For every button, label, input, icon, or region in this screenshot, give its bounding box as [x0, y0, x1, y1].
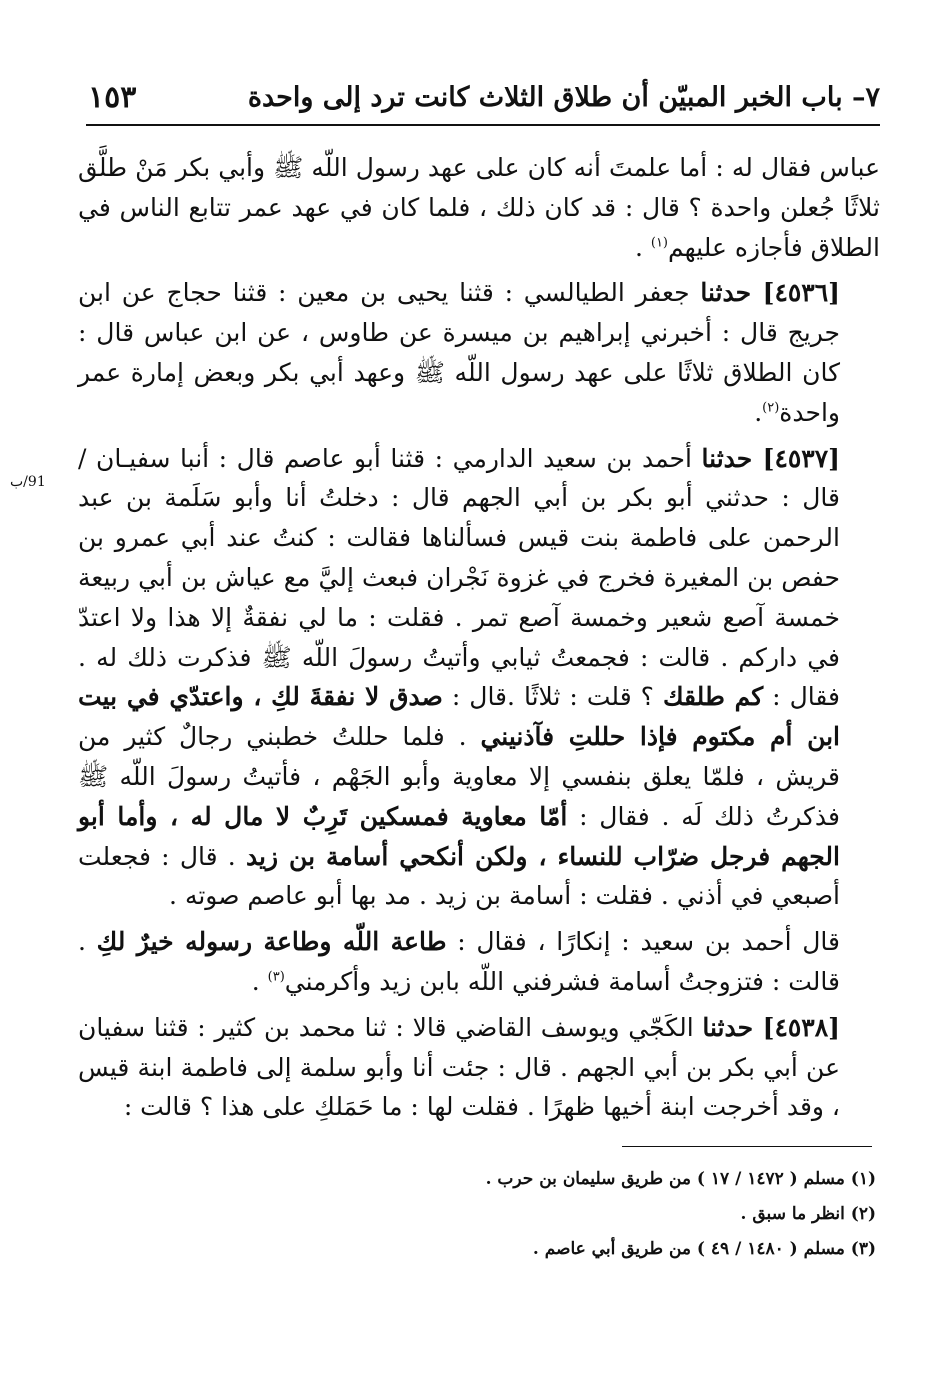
- prophet-quote: كم طلقك: [662, 682, 764, 712]
- hadith-text: الكَجّي ويوسف القاضي قالا : ثنا محمد بن كثير : قثنا سفيان عن أبي بكر بن أبي الجهم . قال : جئت أنا وأبو سلمة إلى فاطمة ابنة قيس ، وقد أخرجت ابنة أخيها ظهرًا . فقلت لها : ما حَمَلكِ على هذا ؟ قالت :: [78, 1012, 840, 1122]
- footnote-3: (٣) مسلم ( ١٤٨٠ / ٤٩ ) من طريق أبي عاصم .: [532, 1239, 876, 1259]
- paragraph-tail: .: [754, 397, 763, 427]
- hadith-4538: [78, 1008, 880, 1127]
- hadith-number: [٤٥٣٨]: [762, 1012, 840, 1042]
- running-header: [88, 74, 880, 120]
- footnote-ref-2: (٢): [762, 400, 780, 416]
- hadith-number: [٤٥٣٧]: [762, 443, 840, 473]
- page-number: ١٥٣: [88, 79, 137, 115]
- prophet-quote: طاعة اللّه وطاعة رسوله خيرٌ لكِ: [96, 927, 447, 957]
- paragraph-text: قال أحمد بن سعيد : إنكارًا ، فقال :: [446, 927, 840, 957]
- prophet-quote: صدق لا نفقةَ لكِ ، واعتدّي في بيت ابن أم مكتوم فإذا حللتِ فآذنيني: [78, 682, 840, 752]
- paragraph-text: . قالت : فتزوجتُ أسامة فشرفني اللّه بابن زيد وأكرمني: [78, 927, 840, 996]
- footnotes: [88, 1162, 876, 1267]
- footnote-rule: [622, 1146, 872, 1147]
- footnote-ref-3: (٣): [267, 969, 285, 985]
- hadith-text: . فلما حللتُ خطبني رجالٌ كثير من قريش ، فلمّا يعلق بنفسي إلا معاوية وأبو الجَهْم ، فأتيتُ رسولَ اللّه ﷺ فذكرتُ ذلك لَه . فقال :: [78, 722, 840, 831]
- hadith-lead: حدثنا: [702, 1012, 763, 1042]
- hadith-text: أحمد بن سعيد الدارمي : قثنا أبو عاصم قال : أنبا سفيـان /قال : حدثني أبو بكر بن أبي الجهم قال : دخلتُ أنا وأبو سَلَمة بن عبد الرحمن على فاطمة بنت قيس فسألناها فقالت : كنتُ عند أبي عمرو بن حفص بن المغيرة فخرج في غزوة نَجْران فبعث إليَّ مع عياش بن أبي ربيعة خمسة آصع شعير وخمسة آصع تمر . فقلت : ما لي نفقةٌ إلا هذا ولا اعتدّ في داركم . قالت : فجمعتُ ثيابي وأتيتُ رسولَ اللّه ﷺ فذكرت ذلك له . فقال :: [78, 443, 840, 712]
- hadith-text: جعفر الطيالسي : قثنا يحيى بن معين : قثنا حجاج عن ابن جريج قال : أخبرني إبراهيم بن ميسرة عن طاوس ، عن ابن عباس قال : كان الطلاق ثلاثًا على عهد رسول اللّه ﷺ وعهد أبي بكر وبعض إمارة عمر واحدة: [78, 278, 840, 427]
- paragraph-ahmad: [78, 922, 880, 1002]
- paragraph-continuation: [78, 148, 880, 267]
- main-text: [78, 148, 880, 1127]
- hadith-lead: حدثنا: [700, 278, 763, 308]
- hadith-lead: حدثنا: [701, 443, 763, 473]
- manuscript-folio-note: 91/ب: [10, 474, 46, 490]
- hadith-4536: [78, 273, 880, 432]
- hadith-text: . قال : فجعلت أصبعي في أذني . فقلت : أسامة بن زيد . مد بها أبو عاصم صوته .: [78, 841, 840, 911]
- paragraph-text: عباس فقال له : أما علمتَ أنه كان على عهد رسول اللّه ﷺ وأبي بكر مَنْ طلَّق ثلاثًا جُعلن واحدة ؟ قال : قد كان ذلك ، فلما كان في عهد عمر تتابع الناس في الطلاق فأجازه عليهم: [78, 153, 880, 262]
- footnote-2: (٢) انظر ما سبق .: [740, 1204, 876, 1224]
- footnote-ref-1: (١): [650, 235, 668, 251]
- hadith-number: [٤٥٣٦]: [762, 278, 840, 308]
- footnote-1: (١) مسلم ( ١٤٧٢ / ١٧ ) من طريق سليمان بن حرب .: [485, 1169, 876, 1189]
- chapter-title: ٧– باب الخبر المبيّن أن طلاق الثلاث كانت ترد إلى واحدة: [247, 81, 880, 113]
- paragraph-tail: .: [634, 232, 651, 262]
- hadith-4537: [78, 439, 880, 917]
- hadith-text: ؟ قلت : ثلاثًا .قال :: [442, 682, 663, 712]
- prophet-quote: أمّا معاوية فمسكين تَرِبٌ لا مال له ، وأما أبو الجهم فرجل ضرّاب للنساء ، ولكن أنكحي أسامة بن زيد: [78, 801, 840, 871]
- paragraph-tail: .: [251, 966, 268, 996]
- header-rule: [86, 124, 880, 126]
